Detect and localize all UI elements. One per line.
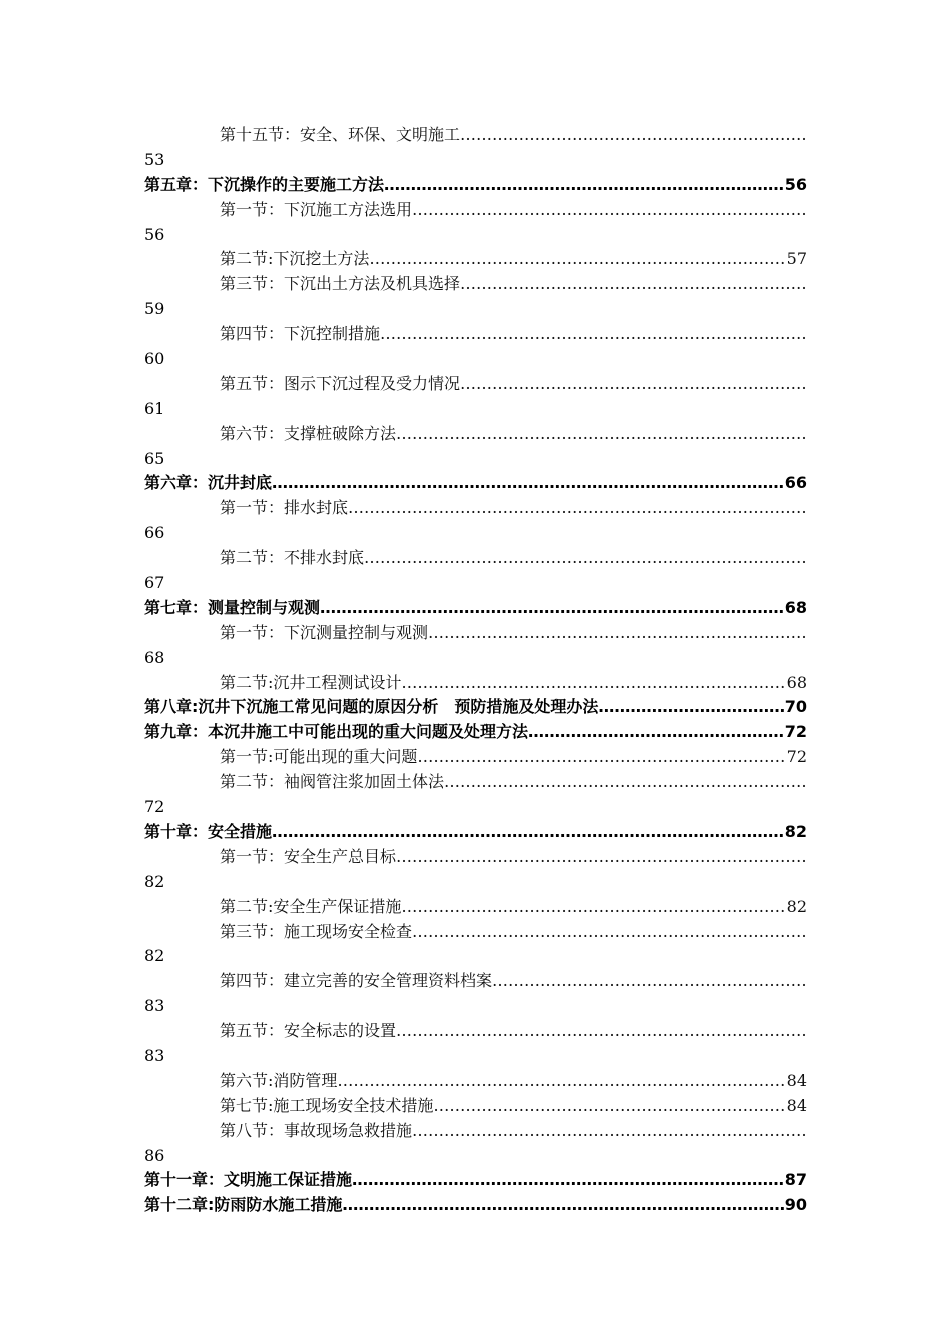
toc-entry-title: 第一节：下沉施工方法选用 bbox=[220, 199, 413, 219]
toc-entry-title: 第二节:下沉挖土方法 bbox=[220, 249, 370, 269]
toc-page-number: 82 bbox=[786, 896, 807, 916]
toc-section-entry[interactable] bbox=[144, 845, 807, 870]
toc-entry-row bbox=[220, 496, 807, 521]
toc-entry-title: 第五节：图示下沉过程及受力情况 bbox=[220, 373, 461, 393]
toc-section-entry[interactable] bbox=[144, 671, 807, 696]
toc-entry-title: 第三节：施工现场安全检查 bbox=[220, 921, 413, 941]
toc-dot-leader bbox=[401, 895, 786, 920]
toc-page-number: 70 bbox=[784, 697, 807, 717]
toc-entry-row bbox=[144, 720, 807, 745]
toc-entry-row bbox=[220, 422, 807, 447]
toc-entry-row bbox=[220, 920, 807, 945]
toc-entry-row bbox=[144, 596, 807, 621]
toc-section-entry[interactable] bbox=[144, 745, 807, 770]
toc-wrapped-page-number: 56 bbox=[144, 224, 165, 244]
toc-chapter-entry[interactable] bbox=[144, 471, 807, 496]
toc-page-number: 90 bbox=[784, 1195, 807, 1215]
toc-page-number: 57 bbox=[786, 249, 807, 269]
toc-section-entry[interactable] bbox=[144, 1094, 807, 1119]
toc-section-entry[interactable] bbox=[144, 770, 807, 795]
toc-wrapped-page-number: 61 bbox=[144, 398, 165, 418]
toc-section-entry[interactable] bbox=[144, 969, 807, 994]
toc-dot-leader bbox=[396, 845, 807, 870]
toc-entry-title: 第二节:沉井工程测试设计 bbox=[220, 672, 402, 692]
toc-dot-leader bbox=[412, 1119, 807, 1144]
toc-section-entry[interactable] bbox=[144, 546, 807, 571]
toc-dot-leader bbox=[460, 272, 807, 297]
toc-wrapped-page-number: 53 bbox=[144, 149, 165, 169]
toc-section-entry[interactable] bbox=[144, 123, 807, 148]
toc-dot-leader bbox=[272, 471, 785, 496]
toc-dot-leader bbox=[364, 546, 807, 571]
toc-entry-row bbox=[144, 1168, 807, 1193]
toc-dot-leader bbox=[337, 1069, 786, 1094]
toc-entry-row bbox=[220, 745, 807, 770]
toc-dot-leader bbox=[433, 1094, 786, 1119]
toc-entry-title: 第十一章：文明施工保证措施 bbox=[144, 1170, 353, 1190]
toc-entry-title: 第四节：下沉控制措施 bbox=[220, 324, 381, 344]
toc-entry-row bbox=[220, 546, 807, 571]
toc-dot-leader bbox=[417, 745, 786, 770]
toc-wrapped-page-number: 66 bbox=[144, 523, 165, 543]
toc-entry-title: 第二节：袖阀管注浆加固土体法 bbox=[220, 772, 445, 792]
toc-entry-title: 第六节：支撑桩破除方法 bbox=[220, 423, 397, 443]
toc-section-entry[interactable] bbox=[144, 422, 807, 447]
toc-entry-title: 第八章:沉井下沉施工常见问题的原因分析 预防措施及处理办法 bbox=[144, 697, 599, 717]
toc-entry-row bbox=[144, 820, 807, 845]
toc-section-entry[interactable] bbox=[144, 1019, 807, 1044]
toc-chapter-entry[interactable] bbox=[144, 695, 807, 720]
toc-entry-row bbox=[220, 895, 807, 920]
toc-entry-row bbox=[144, 695, 807, 720]
toc-dot-leader bbox=[428, 621, 807, 646]
toc-entry-row bbox=[144, 471, 807, 496]
toc-page-number: 56 bbox=[784, 174, 807, 194]
toc-dot-leader bbox=[598, 695, 784, 720]
toc-dot-leader bbox=[460, 123, 807, 148]
toc-entry-title: 第三节：下沉出土方法及机具选择 bbox=[220, 274, 461, 294]
toc-wrapped-page-number: 86 bbox=[144, 1145, 165, 1165]
toc-entry-row bbox=[220, 1069, 807, 1094]
toc-dot-leader bbox=[492, 969, 807, 994]
toc-page-number: 84 bbox=[786, 1070, 807, 1090]
toc-entry-row bbox=[220, 845, 807, 870]
toc-wrapped-page-number: 82 bbox=[144, 946, 165, 966]
toc-dot-leader bbox=[412, 198, 807, 223]
toc-dot-leader bbox=[342, 1193, 784, 1218]
toc-entry-title: 第八节：事故现场急救措施 bbox=[220, 1120, 413, 1140]
toc-section-entry[interactable] bbox=[144, 198, 807, 223]
toc-entry-row bbox=[220, 621, 807, 646]
toc-entry-title: 第二节:安全生产保证措施 bbox=[220, 896, 402, 916]
toc-entry-row bbox=[144, 1193, 807, 1218]
toc-entry-row bbox=[220, 770, 807, 795]
toc-dot-leader bbox=[369, 247, 786, 272]
toc-dot-leader bbox=[380, 322, 807, 347]
toc-entry-row bbox=[220, 272, 807, 297]
toc-wrapped-page-number: 65 bbox=[144, 448, 165, 468]
toc-entry-title: 第十章：安全措施 bbox=[144, 821, 273, 841]
toc-entry-row bbox=[220, 1094, 807, 1119]
toc-page-number: 68 bbox=[784, 597, 807, 617]
toc-entry-title: 第四节：建立完善的安全管理资料档案 bbox=[220, 971, 493, 991]
toc-dot-leader bbox=[528, 720, 785, 745]
toc-entry-row bbox=[220, 198, 807, 223]
toc-section-entry[interactable] bbox=[144, 1069, 807, 1094]
toc-wrapped-page-number: 67 bbox=[144, 573, 165, 593]
toc-entry-title: 第一节:可能出现的重大问题 bbox=[220, 747, 418, 767]
toc-wrapped-page-number: 60 bbox=[144, 349, 165, 369]
toc-entry-title: 第九章：本沉井施工中可能出现的重大问题及处理方法 bbox=[144, 722, 529, 742]
toc-page-number: 72 bbox=[786, 747, 807, 767]
toc-section-entry[interactable] bbox=[144, 920, 807, 945]
toc-entry-row bbox=[220, 969, 807, 994]
toc-entry-row bbox=[220, 123, 807, 148]
toc-section-entry[interactable] bbox=[144, 247, 807, 272]
toc-entry-title: 第六章：沉井封底 bbox=[144, 473, 273, 493]
toc-section-entry[interactable] bbox=[144, 272, 807, 297]
toc-dot-leader bbox=[384, 173, 785, 198]
toc-chapter-entry[interactable] bbox=[144, 596, 807, 621]
toc-dot-leader bbox=[348, 496, 807, 521]
toc-entry-title: 第五章：下沉操作的主要施工方法 bbox=[144, 174, 385, 194]
toc-dot-leader bbox=[444, 770, 807, 795]
toc-section-entry[interactable] bbox=[144, 1119, 807, 1144]
toc-wrapped-page-number: 72 bbox=[144, 797, 165, 817]
toc-entry-row bbox=[220, 1119, 807, 1144]
toc-page-number: 87 bbox=[784, 1170, 807, 1190]
toc-entry-title: 第五节：安全标志的设置 bbox=[220, 1021, 397, 1041]
toc-entry-title: 第一节：下沉测量控制与观测 bbox=[220, 622, 429, 642]
toc-entry-title: 第十二章:防雨防水施工措施 bbox=[144, 1195, 343, 1215]
toc-section-entry[interactable] bbox=[144, 496, 807, 521]
toc-chapter-entry[interactable] bbox=[144, 1193, 807, 1218]
toc-chapter-entry[interactable] bbox=[144, 1168, 807, 1193]
toc-entry-row bbox=[220, 372, 807, 397]
toc-entry-title: 第六节:消防管理 bbox=[220, 1070, 338, 1090]
toc-page-number: 82 bbox=[784, 821, 807, 841]
toc-dot-leader bbox=[352, 1168, 785, 1193]
toc-wrapped-page-number: 82 bbox=[144, 871, 165, 891]
toc-dot-leader bbox=[401, 671, 786, 696]
toc-chapter-entry[interactable] bbox=[144, 820, 807, 845]
toc-dot-leader bbox=[396, 422, 807, 447]
toc-entry-row bbox=[144, 173, 807, 198]
toc-wrapped-page-number: 68 bbox=[144, 647, 165, 667]
toc-entry-title: 第一节：安全生产总目标 bbox=[220, 846, 397, 866]
toc-wrapped-page-number: 83 bbox=[144, 996, 165, 1016]
toc-entry-row bbox=[220, 1019, 807, 1044]
toc-entry-row bbox=[220, 671, 807, 696]
toc-dot-leader bbox=[412, 920, 807, 945]
toc-chapter-entry[interactable] bbox=[144, 720, 807, 745]
toc-entry-row bbox=[220, 247, 807, 272]
toc-chapter-entry[interactable] bbox=[144, 173, 807, 198]
toc-section-entry[interactable] bbox=[144, 372, 807, 397]
toc-entry-title: 第二节：不排水封底 bbox=[220, 548, 365, 568]
table-of-contents bbox=[144, 123, 807, 1218]
toc-dot-leader bbox=[320, 596, 785, 621]
toc-page-number: 68 bbox=[786, 672, 807, 692]
toc-entry-row bbox=[220, 322, 807, 347]
toc-wrapped-page-number: 83 bbox=[144, 1045, 165, 1065]
toc-entry-title: 第七章：测量控制与观测 bbox=[144, 597, 321, 617]
toc-section-entry[interactable] bbox=[144, 621, 807, 646]
toc-section-entry[interactable] bbox=[144, 895, 807, 920]
toc-section-entry[interactable] bbox=[144, 322, 807, 347]
toc-entry-title: 第七节:施工现场安全技术措施 bbox=[220, 1095, 434, 1115]
toc-page-number: 72 bbox=[784, 722, 807, 742]
toc-entry-title: 第一节：排水封底 bbox=[220, 498, 349, 518]
toc-wrapped-page-number: 59 bbox=[144, 299, 165, 319]
toc-entry-title: 第十五节：安全、环保、文明施工 bbox=[220, 125, 461, 144]
toc-dot-leader bbox=[396, 1019, 807, 1044]
toc-page-number: 66 bbox=[784, 473, 807, 493]
toc-dot-leader bbox=[460, 372, 807, 397]
toc-page-number: 84 bbox=[786, 1095, 807, 1115]
toc-dot-leader bbox=[272, 820, 785, 845]
